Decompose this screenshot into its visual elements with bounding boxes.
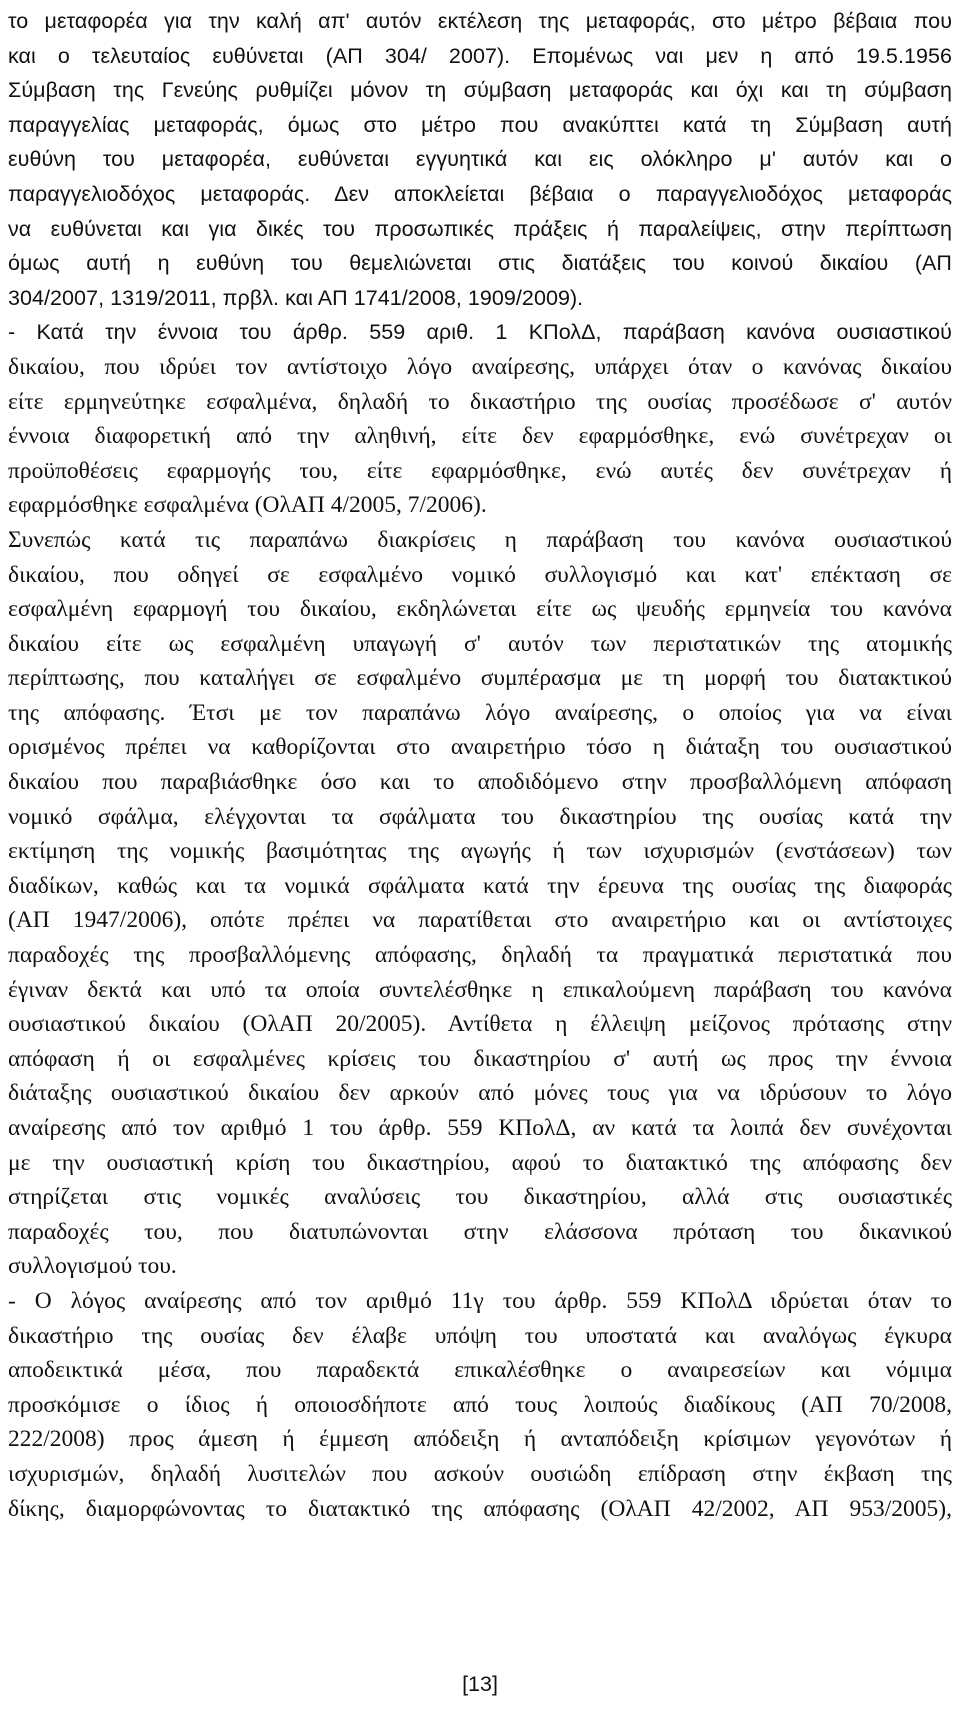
text-line: δικαστήριο της ουσίας δεν έλαβε υπόψη του υποστατά και αναλόγως έγκυρα bbox=[8, 1322, 952, 1349]
text-line: και ο τελευταίος ευθύνεται (ΑΠ 304/ 2007). Επομένως ναι μεν η από 19.5.1956 bbox=[8, 43, 952, 68]
text-line: ευθύνη του μεταφορέα, ευθύνεται εγγυητικά και εις ολόκληρο μ' αυτόν και ο bbox=[8, 147, 952, 172]
text-line: εφαρμόσθηκε εσφαλμένα (ΟλΑΠ 4/2005, 7/2006). bbox=[8, 492, 487, 519]
text-line: προσκόμισε ο ίδιος ή οποιοσδήποτε από τους λοιπούς διαδίκους (ΑΠ 70/2008, bbox=[8, 1391, 952, 1418]
text-line: νομικό σφάλμα, ελέγχονται τα σφάλματα του δικαστηρίου της ουσίας κατά την bbox=[8, 803, 952, 830]
page-number: [13] bbox=[462, 1672, 498, 1696]
text-line: παραδοχές του, που διατυπώνονται στην ελάσσονα πρόταση του δικανικού bbox=[8, 1218, 952, 1245]
text-line: - Κατά την έννοια του άρθρ. 559 αριθ. 1 ΚΠολΔ, παράβαση κανόνα ουσιαστικού bbox=[8, 320, 952, 345]
text-line: 304/2007, 1319/2011, πρβλ. και ΑΠ 1741/2008, 1909/2009). bbox=[8, 285, 584, 310]
text-line: παραδοχές της προσβαλλόμενης απόφασης, δηλαδή τα πραγματικά περιστατικά που bbox=[8, 942, 952, 969]
text-line: εσφαλμένη εφαρμογή του δικαίου, εκδηλώνεται είτε ως ψευδής ερμηνεία του κανόνα bbox=[8, 596, 952, 623]
text-line: παραγγελίας μεταφοράς, όμως στο μέτρο που ανακύπτει κατά τη Σύμβαση αυτή bbox=[8, 112, 952, 137]
text-line: προϋποθέσεις εφαρμογής του, είτε εφαρμόσθηκε, ενώ αυτές δεν συνέτρεχαν ή bbox=[8, 457, 952, 484]
text-line: αναίρεσης από τον αριθμό 1 του άρθρ. 559 ΚΠολΔ, αν κατά τα λοιπά δεν συνέχονται bbox=[8, 1115, 952, 1141]
text-line: το μεταφορέα για την καλή απ' αυτόν εκτέλεση της μεταφοράς, στο μέτρο βέβαια που bbox=[8, 9, 952, 33]
text-line: δικαίου, που οδηγεί σε εσφαλμένο νομικό συλλογισμό και κατ' επέκταση σε bbox=[8, 561, 952, 588]
text-line: Συνεπώς κατά τις παραπάνω διακρίσεις η παράβαση του κανόνα ουσιαστικού bbox=[8, 526, 952, 553]
text-line: - Ο λόγος αναίρεσης από τον αριθμό 11γ του άρθρ. 559 ΚΠολΔ ιδρύεται όταν το bbox=[8, 1287, 952, 1314]
text-line: με την ουσιαστική κρίση του δικαστηρίου, αφού το διατακτικό της απόφασης δεν bbox=[8, 1149, 952, 1176]
text-line: στηρίζεται στις νομικές αναλύσεις του δικαστηρίου, αλλά στις ουσιαστικές bbox=[8, 1184, 952, 1211]
text-line: παραγγελιοδόχος μεταφοράς. Δεν αποκλείεται βέβαια ο παραγγελιοδόχος μεταφοράς bbox=[8, 181, 952, 206]
text-line: συλλογισμού του. bbox=[8, 1253, 177, 1280]
text-line: 222/2008) προς άμεση ή έμμεση απόδειξη ή ανταπόδειξη κρίσιμων γεγονότων ή bbox=[8, 1426, 952, 1453]
text-line: εκτίμηση της νομικής βασιμότητας της αγωγής ή των ισχυρισμών (ενστάσεων) των bbox=[8, 838, 952, 865]
text-line: δικαίου που παραβιάσθηκε όσο και το αποδιδόμενο στην προσβαλλόμενη απόφαση bbox=[8, 769, 952, 796]
text-line: δικαίου είτε ως εσφαλμένη υπαγωγή σ' αυτόν των περιστατικών της ατομικής bbox=[8, 630, 952, 657]
text-line: να ευθύνεται και για δικές του προσωπικές πράξεις ή παραλείψεις, στην περίπτωση bbox=[8, 216, 952, 241]
text-line: αποδεικτικά μέσα, που παραδεκτά επικαλέσθηκε ο αναιρεσείων και νόμιμα bbox=[8, 1357, 952, 1384]
text-line: δικαίου, που ιδρύει τον αντίστοιχο λόγο αναίρεσης, υπάρχει όταν ο κανόνας δικαίου bbox=[8, 353, 952, 380]
text-line: διάταξης ουσιαστικού δικαίου δεν αρκούν από μόνες τους για να ιδρύσουν το λόγο bbox=[8, 1080, 952, 1107]
text-line: περίπτωσης, που καταλήγει σε εσφαλμένο συμπέρασμα με τη μορφή του διατακτικού bbox=[8, 665, 952, 692]
text-line: έγιναν δεκτά και υπό τα οποία συντελέσθηκε η επικαλούμενη παράβαση του κανόνα bbox=[8, 976, 952, 1003]
text-line: απόφαση ή οι εσφαλμένες κρίσεις του δικαστηρίου σ' αυτή ως προς την έννοια bbox=[8, 1045, 952, 1072]
text-line: δίκης, διαμορφώνοντας το διατακτικό της απόφασης (ΟλΑΠ 42/2002, ΑΠ 953/2005), bbox=[8, 1495, 952, 1522]
text-line: όμως αυτή η ευθύνη του θεμελιώνεται στις διατάξεις του κοινού δικαίου (ΑΠ bbox=[8, 251, 952, 276]
text-line: (ΑΠ 1947/2006), οπότε πρέπει να παρατίθεται στο αναιρετήριο και οι αντίστοιχες bbox=[8, 907, 952, 934]
text-line: ουσιαστικού δικαίου (ΟλΑΠ 20/2005). Αντίθετα η έλλειψη μείζονος πρότασης στην bbox=[8, 1011, 952, 1038]
text-line: είτε ερμηνεύτηκε εσφαλμένα, δηλαδή το δικαστήριο της ουσίας προσέδωσε σ' αυτόν bbox=[8, 388, 952, 415]
text-line: έννοια διαφορετική από την αληθινή, είτε δεν εφαρμόσθηκε, ενώ συνέτρεχαν οι bbox=[8, 423, 952, 450]
text-line: Σύμβαση της Γενεύης ρυθμίζει μόνον τη σύμβαση μεταφοράς και όχι και τη σύμβαση bbox=[8, 78, 952, 103]
text-line: της απόφασης. Έτσι με τον παραπάνω λόγο αναίρεσης, ο οποίος για να είναι bbox=[8, 699, 952, 726]
text-line: διαδίκων, καθώς και τα νομικά σφάλματα κατά την έρευνα της ουσίας της διαφοράς bbox=[8, 872, 952, 899]
text-line: ισχυρισμών, δηλαδή λυσιτελών που ασκούν ουσιώδη επίδραση στην έκβαση της bbox=[8, 1460, 952, 1487]
text-line: ορισμένος πρέπει να καθορίζονται στο αναιρετήριο τόσο η διάταξη του ουσιαστικού bbox=[8, 734, 952, 761]
